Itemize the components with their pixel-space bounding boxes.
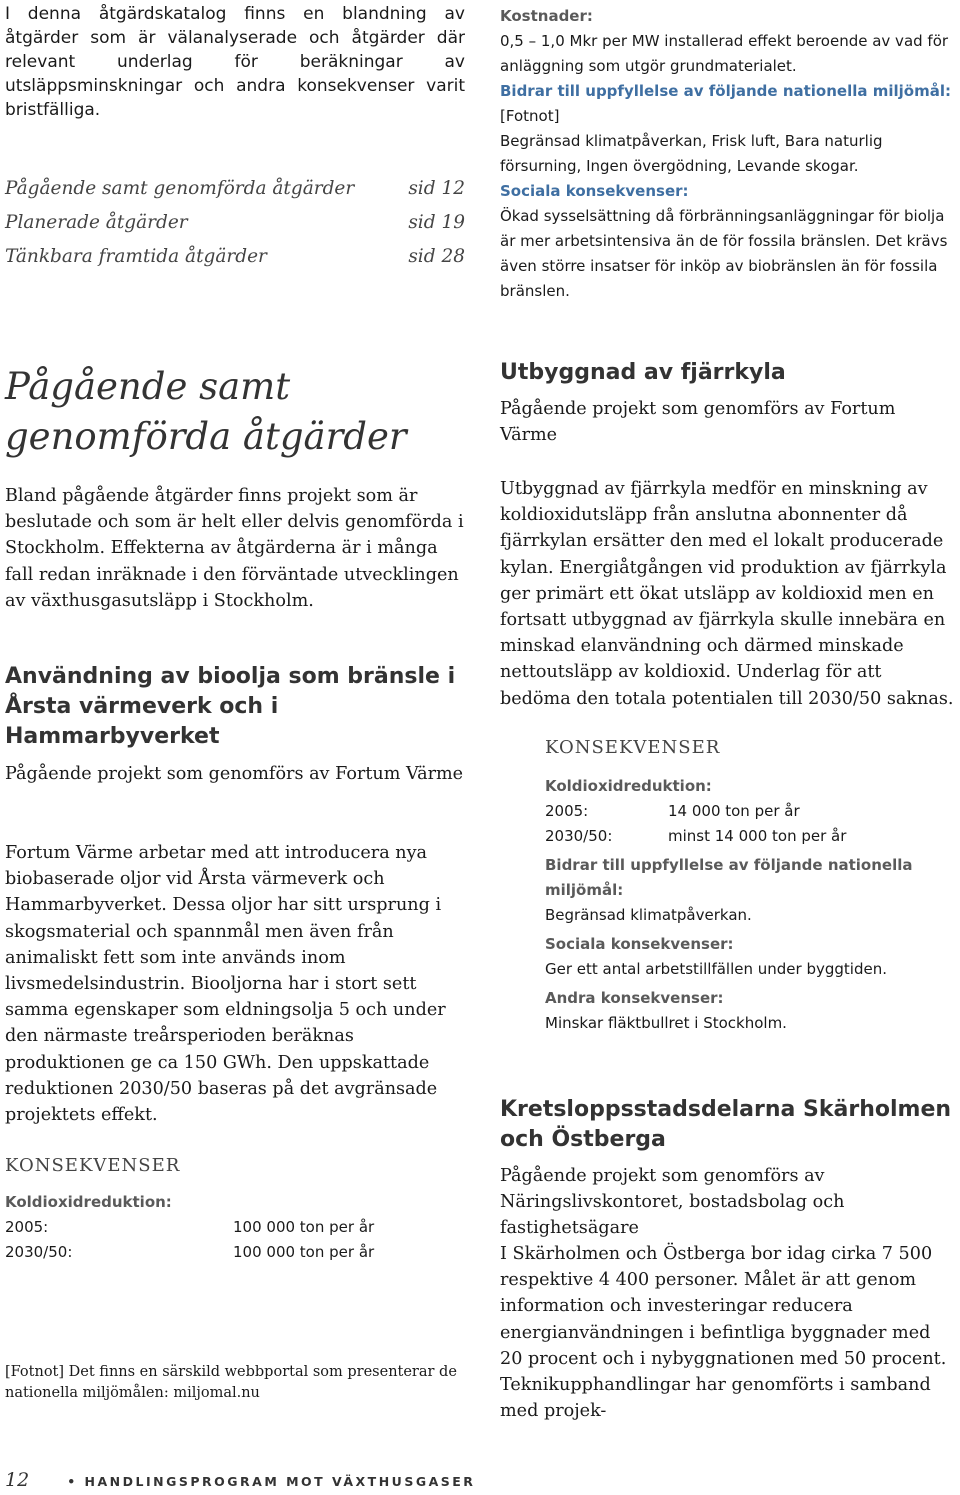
toc-row[interactable] [5,240,465,274]
social-label: Sociala konsekvenser: [545,935,734,953]
reduction-row [5,1240,465,1265]
toc-row[interactable] [5,172,465,206]
toc-label: Tänkbara framtida åtgärder [5,246,267,267]
section-heading: Pågående samt genomförda åtgärder [5,365,407,458]
goals-text: Begränsad klimatpåverkan, Frisk luft, Bara naturlig försurning, Ingen övergödning, Levande skogar. [500,132,883,175]
toc-label: Planerade åtgärder [5,212,188,233]
co2-label: Koldioxidreduktion: [5,1193,172,1211]
goals-label: Bidrar till uppfyllelse av följande nationella miljömål: [500,82,951,100]
cooling-consequences [545,774,955,1036]
other-label: Andra konsekvenser: [545,989,724,1007]
social-text: Ökad sysselsättning då förbränningsanläggningar för biolja är mer arbetsintensiva än de för fossila bränslen. Det krävs även större insatser för inköp av biobränslen än för fossila bränslen. [500,207,948,300]
biooil-body: Fortum Värme arbetar med att introducera nya biobaserade oljor vid Årsta värmeverk och Hammarbyverket. Dessa oljor har sitt ursprung i skogsmaterial och spannmål men även från animaliskt fett som inte används inom livsmedelsindustrin. Biooljorna har i stort sett samma egenskaper som eldningsolja 5 och under den närmaste treårsperioden beräknas produktionen ge ca 150 GWh. Den uppskattade reduktionen 2030/50 baseras på det avgränsade projektets effekt. [5,843,446,1126]
biooil-subtitle: Pågående projekt som genomförs av Fortum Värme [5,764,464,784]
cost-label: Kostnader: [500,7,593,25]
reduction-year: 2005: [545,802,589,820]
cooling-consequences-title: KONSEKVENSER [545,737,721,758]
cooling-heading: Utbyggnad av fjärrkyla [500,360,786,385]
page-number: 12 [5,1469,30,1491]
reduction-value: 100 000 ton per år [233,1243,375,1261]
cost-text: 0,5 – 1,0 Mkr per MW installerad effekt beroende av vad för anläggning som utgör grundmaterialet. [500,32,949,75]
toc-page: sid 19 [408,212,465,233]
reduction-row [545,799,955,824]
biooil-consequences-title: KONSEKVENSER [5,1155,181,1176]
goals-block [500,79,955,129]
section-intro: Bland pågående åtgärder finns projekt som är beslutade och som är helt eller delvis genomförda i Stockholm. Effekterna av åtgärderna är i många fall redan inräknade i den förväntade utvecklingen av växthusgasutsläpp i Stockholm. [5,486,464,611]
reduction-year: 2030/50: [5,1243,73,1261]
eco-heading: Kretsloppsstadsdelarna Skärholmen och Östberga [500,1097,952,1152]
reduction-year: 2030/50: [545,827,613,845]
biooil-heading: Användning av bioolja som bränsle i Årsta värmeverk och i Hammarbyverket [5,664,456,749]
eco-body: I Skärholmen och Östberga bor idag cirka 7 500 respektive 4 400 personer. Målet är att genom information och investeringar reducera energianvändningen i befintliga byggnader med 20 procent och i nybyggnationen med 50 procent. Teknikupphandlingar har genomförts i samband med projek- [500,1244,947,1422]
reduction-value: minst 14 000 ton per år [668,827,847,845]
reduction-year: 2005: [5,1218,49,1236]
top-right-consequences [500,4,955,304]
reduction-row [545,824,955,849]
social-text: Ger ett antal arbetstillfällen under byggtiden. [545,960,887,978]
publication-title: • HANDLINGSPROGRAM MOT VÄXTHUSGASER [67,1474,476,1489]
toc-page: sid 28 [408,246,465,267]
toc-row[interactable] [5,206,465,240]
eco-subtitle: Pågående projekt som genomförs av Näringslivskontoret, bostadsbolag och fastighetsägare [500,1166,845,1239]
footnote: [Fotnot] Det finns en särskild webbportal som presenterar de nationella miljömålen: miljomal.nu [5,1364,457,1401]
table-of-contents [5,172,465,274]
reduction-value: 100 000 ton per år [233,1218,375,1236]
goals-footnote[interactable]: [Fotnot] [500,107,560,125]
page-footer [5,1469,955,1491]
co2-label: Koldioxidreduktion: [545,777,712,795]
goals-label: Bidrar till uppfyllelse av följande nationella miljömål: [545,856,913,899]
cooling-subtitle: Pågående projekt som genomförs av Fortum Värme [500,399,896,446]
social-label: Sociala konsekvenser: [500,182,689,200]
intro-paragraph: I denna åtgärdskatalog finns en blandning av åtgärder som är välanalyserade och åtgärder där relevant underlag för beräkningar av utsläppsminskningar och andra konsekvenser varit bristfälliga. [5,4,465,120]
reduction-row [5,1215,465,1240]
reduction-value: 14 000 ton per år [668,802,800,820]
biooil-consequences [5,1190,465,1265]
toc-page: sid 12 [408,178,465,199]
goals-text: Begränsad klimatpåverkan. [545,906,752,924]
other-text: Minskar fläktbullret i Stockholm. [545,1014,787,1032]
cooling-body: Utbyggnad av fjärrkyla medför en minskning av koldioxidutsläpp från anslutna abonnenter då fjärrkylan ersätter den med el lokalt producerade kylan. Energiåtgången vid produktion av fjärrkyla ger primärt ett ökat utsläpp av koldioxid men en fortsatt utbyggnad av fjärrkyla skulle innebära en minskad elanvändning och därmed minskade nettoutsläpp av koldioxid. Underlag för att bedöma den totala potentialen till 2030/50 saknas. [500,479,954,709]
toc-label: Pågående samt genomförda åtgärder [5,178,355,199]
